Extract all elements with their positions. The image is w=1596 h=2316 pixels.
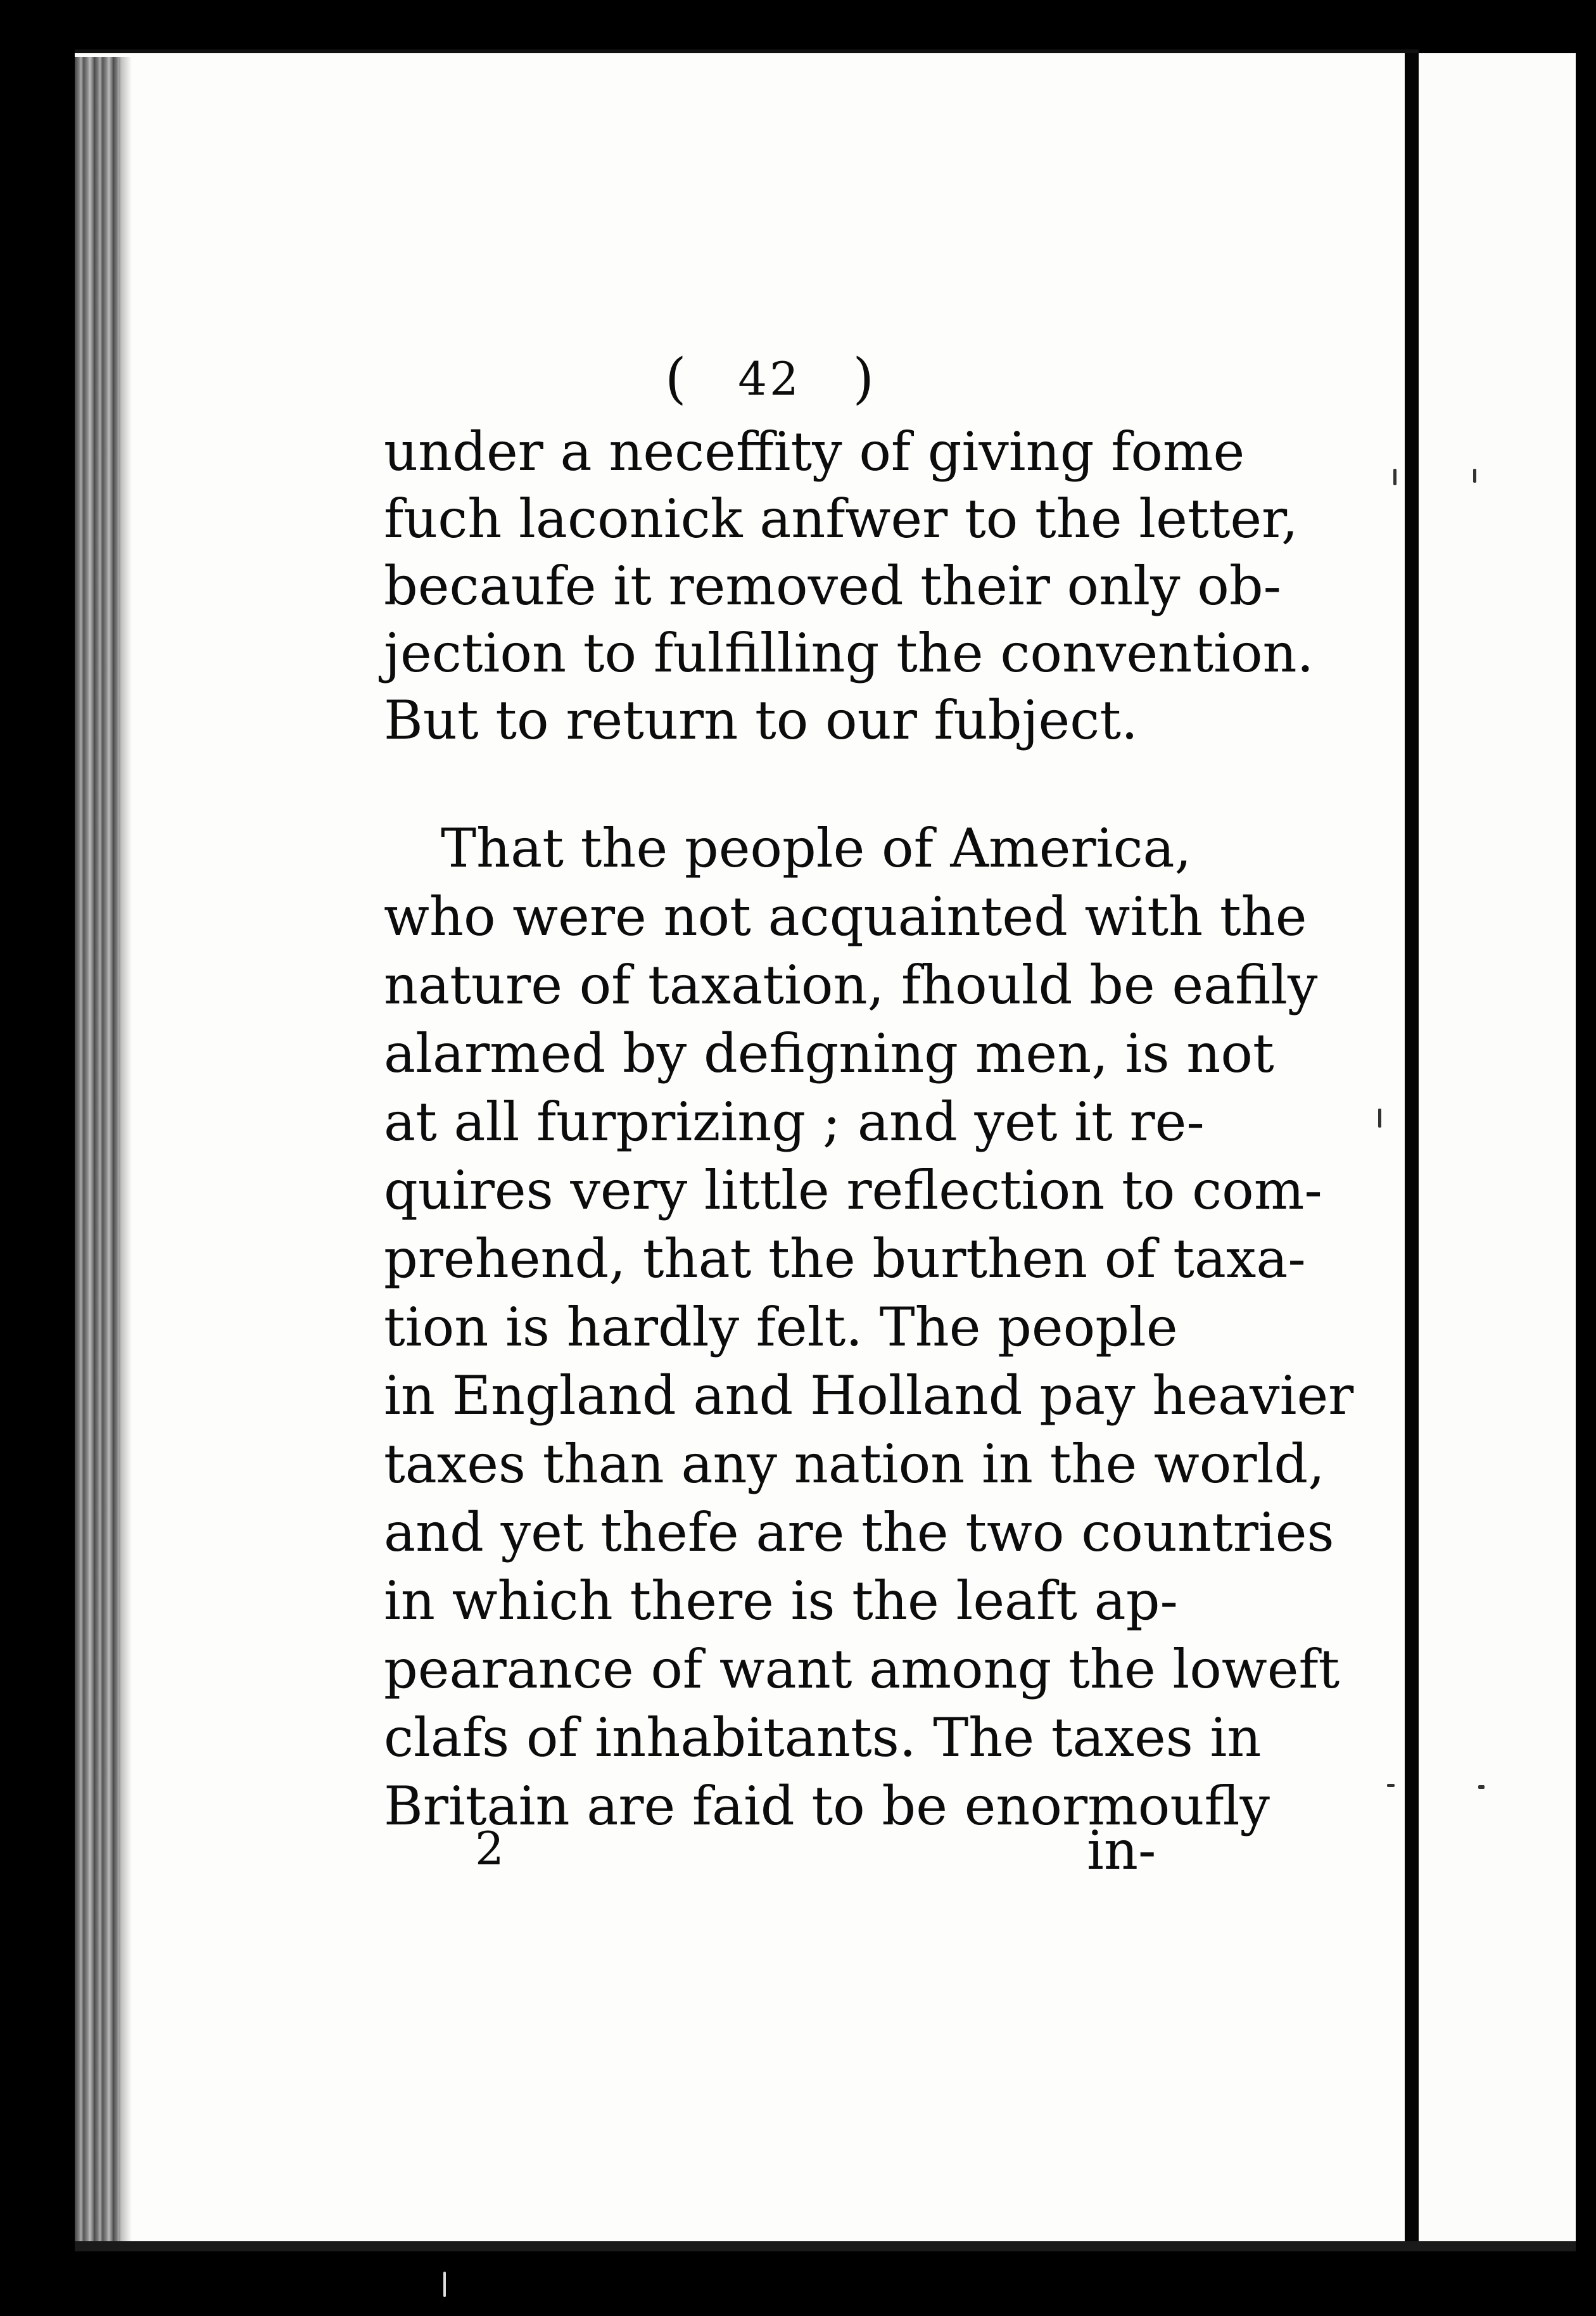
text-line: in which there is the leaft ap-	[384, 1570, 1178, 1632]
text-line: under a neceffity of giving fome	[384, 421, 1245, 483]
text-line: tion is hardly felt. The people	[384, 1296, 1178, 1358]
spine-shadow	[120, 57, 132, 2243]
text-line: who were not acquainted with the	[384, 886, 1307, 948]
text-line: fuch laconick anfwer to the letter,	[384, 488, 1298, 550]
signature-mark: 2	[475, 1822, 504, 1875]
text-line: and yet thefe are the two countries	[384, 1501, 1334, 1563]
text-line: in England and Holland pay heavier	[384, 1365, 1354, 1427]
book-spine	[75, 57, 120, 2243]
running-head	[665, 347, 874, 410]
text-line: Britain are faid to be enormoufly	[384, 1775, 1270, 1837]
text-line: alarmed by defigning men, is not	[384, 1022, 1274, 1085]
page-gutter	[1405, 53, 1419, 2245]
open-paren: (	[665, 347, 687, 410]
text-line: jection to fulfilling the convention.	[384, 622, 1314, 684]
text-line: pearance of want among the loweft	[384, 1638, 1340, 1700]
text-line: clafs of inhabitants. The taxes in	[384, 1707, 1262, 1769]
catchword: in-	[1087, 1819, 1156, 1881]
scan-speck	[1378, 1109, 1381, 1128]
text-line: nature of taxation, fhould be eafily	[384, 954, 1318, 1016]
scan-speck	[1473, 469, 1476, 483]
page-number: 42	[738, 352, 801, 405]
close-paren: )	[852, 347, 874, 410]
text-line: at all furprizing ; and yet it re-	[384, 1091, 1205, 1153]
text-line: taxes than any nation in the world,	[384, 1433, 1325, 1495]
scan-speck	[1478, 1785, 1485, 1789]
text-line: prehend, that the burthen of taxa-	[384, 1228, 1306, 1290]
text-line: becaufe it removed their only ob-	[384, 555, 1281, 617]
page-bottom-edge	[75, 2241, 1576, 2251]
text-line: quires very little reflection to com-	[384, 1159, 1322, 1221]
scan-speck	[1393, 469, 1396, 485]
scan-speck	[1387, 1784, 1395, 1787]
text-line: But to return to our fubject.	[384, 689, 1138, 751]
facing-page-edge	[1419, 53, 1576, 2243]
scan-speck	[443, 2272, 446, 2297]
text-line: That the people of America,	[441, 817, 1192, 879]
